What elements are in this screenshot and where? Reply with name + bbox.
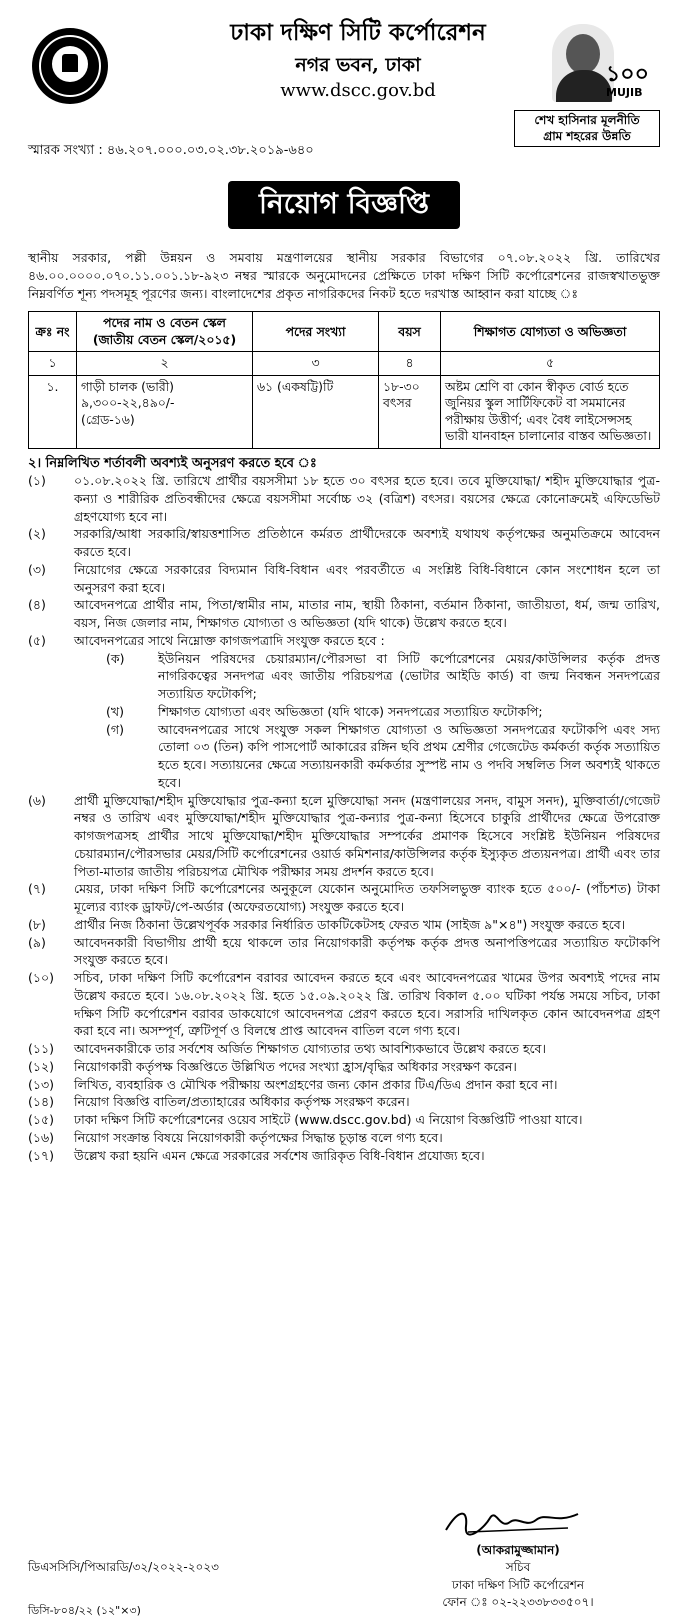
org-heading <box>148 18 568 103</box>
condition-item <box>28 880 660 916</box>
org-website: www.dscc.gov.bd <box>280 79 436 101</box>
row-sl: ১. <box>29 375 77 448</box>
condition-text: আবেদনকারী বিভাগীয় প্রার্থী হয়ে থাকলে তার নিয়োগকারী কর্তৃপক্ষ কর্তৃক প্রদত্ত অনাপত্তিপত্রের সত্যায়িত ফটোকপি সংযুক্ত করতে হবে। <box>74 934 661 968</box>
condition-text: আবেদনপত্রের সাথে নিম্নোক্ত কাগজপত্রাদি সংযুক্ত করতে হবে : <box>74 632 385 648</box>
condition-number: (১) <box>28 473 46 489</box>
signatory-phone: ফোন ঃ ০২-২২৩৩৮৩৩৫০৭। <box>442 1595 594 1610</box>
col-number: ২ <box>77 352 253 376</box>
condition-number: (১২) <box>28 1058 54 1074</box>
signatory-designation: সচিব <box>505 1560 531 1575</box>
col-header-post: পদের নাম ও বেতন স্কেল (জাতীয় বেতন স্কেল/২০১৫) <box>77 312 253 352</box>
sub-condition-item <box>28 650 660 703</box>
sub-condition-text: ইউনিয়ন পরিষদের চেয়ারম্যান/পৌরসভা বা সিটি কর্পোরেশনের মেয়র/কাউন্সিলর কর্তৃক প্রদত্ত নাগরিকত্বের সনদপত্র এবং জাতীয় পরিচয়পত্র (ভোটার আইডি কার্ড) বা জন্ম নিবন্ধন সনদপত্রের সত্যায়িত ফটোকপি; <box>158 650 660 702</box>
notice-title: নিয়োগ বিজ্ঞপ্তি <box>228 181 460 228</box>
condition-number: (১৬) <box>28 1129 54 1145</box>
condition-number: (১১) <box>28 1041 54 1057</box>
slogan-line-2: গ্রাম শহরের উন্নতি <box>543 128 631 143</box>
sub-condition-text: শিক্ষাগত যোগ্যতা এবং অভিজ্ঞতা (যদি থাকে) সনদপত্রের সত্যায়িত ফটোকপি; <box>158 703 543 719</box>
col-header-sl: ক্রঃ নং <box>29 312 77 352</box>
sub-condition-number: (ক) <box>106 650 125 666</box>
slogan-line-1: শেখ হাসিনার মূলনীতি <box>534 113 640 127</box>
condition-number: (৯) <box>28 934 46 950</box>
signatory-block <box>418 1542 618 1612</box>
posts-table <box>28 311 660 449</box>
condition-item <box>28 916 660 934</box>
intro-paragraph: স্থানীয় সরকার, পল্লী উন্নয়ন ও সমবায় মন্ত্রণালয়ের স্থানীয় সরকার বিভাগের ০৭.০৮.২০২২ খ্রি. তারিখের ৪৬.০০.০০০০.০৭০.১১.০০১.১৮-৯২৩ নম্বর স্মারকে অনুমোদনের প্রেক্ষিতে ঢাকা দক্ষিণ সিটি কর্পোরেশনের রাজস্বখাতভুক্ত নিম্নবর্ণিত শূন্য পদসমূহ পূরণের জন্য। বাংলাদেশের প্রকৃত নাগরিকদের নিকট হতে দরখাস্ত আহ্বান করা যাচ্ছে ঃ <box>28 249 660 302</box>
post-grade: (গ্রেড-১৬) <box>81 411 135 427</box>
condition-item <box>28 1058 660 1076</box>
condition-item <box>28 525 660 561</box>
condition-item <box>28 1147 660 1165</box>
condition-text: উল্লেখ করা হয়নি এমন ক্ষেত্রে সরকারের সর্বশেষ জারিকৃত বিধি-বিধান প্রযোজ্য হবে। <box>74 1147 485 1163</box>
table-header-row <box>29 312 660 352</box>
condition-text: লিখিত, ব্যবহারিক ও মৌখিক পরীক্ষায় অংশগ্রহণের জন্য কোন প্রকার টিএ/ডিএ প্রদান করা হবে না। <box>74 1076 558 1092</box>
condition-item <box>28 632 660 650</box>
row-age: ১৮-৩০ বৎসর <box>379 375 441 448</box>
col-number: ৩ <box>253 352 379 376</box>
condition-item <box>28 792 660 881</box>
org-name: ঢাকা দক্ষিণ সিটি কর্পোরেশন <box>230 19 486 46</box>
signatory-name: (আকরামুজ্জামান) <box>476 1543 560 1557</box>
col-header-qualification: শিক্ষাগত যোগ্যতা ও অভিজ্ঞতা <box>441 312 660 352</box>
table-number-row <box>29 352 660 376</box>
condition-text: প্রার্থী মুক্তিযোদ্ধা/শহীদ মুক্তিযোদ্ধার পুত্র-কন্যা হলে মুক্তিযোদ্ধা সনদ (মন্ত্রণালয়ের সনদ, বামুস সনদ), মুক্তিবার্তা/গেজেট নম্বর ও তারিখ এবং মুক্তিযোদ্ধা/শহীদ মুক্তিযোদ্ধার পুত্র-কন্যার পুত্র-কন্যা হিসেবে চাকুরি প্রার্থীদের ক্ষেত্রে উপরোক্ত কাগজপত্রসহ প্রার্থীর সাথে মুক্তিযোদ্ধা/শহীদ মুক্তিযোদ্ধার সম্পর্কের প্রমাণক হিসেবে সংশ্লিষ্ট ইউনিয়ন পরিষদের চেয়ারম্যান/পৌরসভার মেয়র/সিটি কর্পোরেশনের ওয়ার্ড কমিশনার/কাউন্সিলর কর্তৃক ইস্যুকৃত প্রত্যয়নপত্র। প্রার্থী এবং তার পিতা-মাতার জাতীয় পরিচয়পত্র মৌখিক পরীক্ষার সময় প্রদর্শন করতে হবে। <box>74 792 660 879</box>
condition-item <box>28 1111 660 1129</box>
condition-item <box>28 934 660 970</box>
condition-text: নিয়োগের ক্ষেত্রে সরকারের বিদ্যমান বিধি-বিধান এবং পরবর্তীতে এ সংশ্লিষ্ট বিধি-বিধানে কোন সংশোধন হলে তা অনুসরণ করা হবে। <box>74 561 660 595</box>
col-number: ৪ <box>379 352 441 376</box>
sub-condition-item <box>28 721 660 792</box>
conditions-list <box>28 472 660 1164</box>
condition-text: ঢাকা দক্ষিণ সিটি কর্পোরেশনের ওয়েব সাইটে (www.dscc.gov.bd) এ নিয়োগ বিজ্ঞপ্তিটি পাওয়া যাবে। <box>74 1112 583 1128</box>
condition-item <box>28 1040 660 1058</box>
condition-text: নিয়োগকারী কর্তৃপক্ষ বিজ্ঞপ্তিতে উল্লিখিত পদের সংখ্যা হ্রাস/বৃদ্ধির অধিকার সংরক্ষণ করেন। <box>74 1058 517 1074</box>
col-number: ১ <box>29 352 77 376</box>
condition-number: (৮) <box>28 916 46 932</box>
table-row <box>29 375 660 448</box>
mujib-centenary-logo <box>542 24 660 104</box>
condition-text: আবেদনপত্রে প্রার্থীর নাম, পিতা/স্বামীর নাম, মাতার নাম, স্থায়ী ঠিকানা, বর্তমান ঠিকানা, জাতীয়তা, ধর্ম, জন্ম তারিখ, বয়স, নিজ জেলার নাম, শিক্ষাগত যোগ্যতা ও অভিজ্ঞতা (যদি থাকে) উল্লেখ করতে হবে। <box>74 597 660 631</box>
row-post <box>77 375 253 448</box>
condition-item <box>28 472 660 525</box>
condition-number: (১৪) <box>28 1094 54 1110</box>
post-name: গাড়ী চালক (ভারী) <box>81 378 175 394</box>
sub-condition-item <box>28 703 660 721</box>
slogan-box <box>514 110 660 147</box>
signature-image <box>438 1500 588 1540</box>
row-count: ৬১ (একষট্টি)টি <box>253 375 379 448</box>
ad-code: ডিসি-৮০৪/২২ (১২"×৩) <box>28 1604 141 1617</box>
portrait-image <box>552 24 614 102</box>
condition-number: (১৩) <box>28 1076 54 1092</box>
col-header-age: বয়স <box>379 312 441 352</box>
mujib-100-mark: ১০০ MUJIB <box>606 62 649 99</box>
condition-number: (৫) <box>28 632 46 648</box>
condition-item <box>28 1129 660 1147</box>
conditions-heading: ২। নিম্নলিখিত শর্তাবলী অবশ্যই অনুসরণ করতে হবে ঃ <box>28 455 317 471</box>
post-pay-scale: ৯,৩০০-২২,৪৯০/- <box>81 395 175 411</box>
dscc-seal-logo <box>32 28 108 104</box>
condition-text: ০১.০৮.২০২২ খ্রি. তারিখে প্রার্থীর বয়সসীমা ১৮ হতে ৩০ বৎসর হতে হবে। তবে মুক্তিযোদ্ধা/ শহীদ মুক্তিযোদ্ধার পুত্র-কন্যা ও শারীরিক প্রতিবন্ধীদের ক্ষেত্রে বয়সসীমা সর্বোচ্চ ৩২ (বত্রিশ) বৎসর। বয়সের ক্ষেত্রে কোনোক্রমেই এফিডেভিট গ্রহণযোগ্য হবে না। <box>74 473 660 524</box>
sub-condition-number: (গ) <box>106 721 124 737</box>
col-header-count: পদের সংখ্যা <box>253 312 379 352</box>
condition-number: (২) <box>28 526 46 542</box>
memo-number: স্মারক সংখ্যা : ৪৬.২০৭.০০০.০৩.০২.৩৮.২০১৯-৬৪০ <box>28 143 314 158</box>
condition-text: সচিব, ঢাকা দক্ষিণ সিটি কর্পোরেশন বরাবর আবেদন করতে হবে এবং আবেদনপত্রের খামের উপর অবশ্যই পদের নাম উল্লেখ করতে হবে। ১৬.০৮.২০২২ খ্রি. হতে ১৫.০৯.২০২২ খ্রি. তারিখ বিকাল ৫.০০ ঘটিকা পর্যন্ত সময়ে সচিব, ঢাকা দক্ষিণ সিটি কর্পোরেশন বরাবর ডাকযোগে আবেদনপত্র প্রেরণ করতে হবে। সরাসরি দাখিলকৃত কোন আবেদনপত্র গ্রহণ করা হবে না। অসম্পূর্ণ, ত্রুটিপূর্ণ ও বিলম্বে প্রাপ্ত আবেদন বাতিল বলে গণ্য হবে। <box>74 970 660 1039</box>
condition-text: নিয়োগ সংক্রান্ত বিষয়ে নিয়োগকারী কর্তৃপক্ষের সিদ্ধান্ত চূড়ান্ত বলে গণ্য হবে। <box>74 1129 443 1145</box>
row-qualification: অষ্টম শ্রেণি বা কোন স্বীকৃত বোর্ড হতে জুনিয়র স্কুল সার্টিফিকেট বা সমমানের পরীক্ষায় উত্তীর্ণ; এবং বৈধ লাইসেন্সসহ ভারী যানবাহন চালানোর বাস্তব অভিজ্ঞতা। <box>441 375 660 448</box>
condition-number: (১৫) <box>28 1112 54 1128</box>
condition-text: আবেদনকারীকে তার সর্বশেষ অর্জিত শিক্ষাগত যোগ্যতার তথ্য আবশ্যিকভাবে উল্লেখ করতে হবে। <box>74 1041 546 1057</box>
sub-condition-text: আবেদনপত্রের সাথে সংযুক্ত সকল শিক্ষাগত যোগ্যতা ও অভিজ্ঞতা সনদপত্রের ফটোকপি এবং সদ্য তোলা ০৩ (তিন) কপি পাসপোর্ট আকারের রঙ্গিন ছবি প্রথম শ্রেণীর গেজেটেড কর্মকর্তা কর্তৃক সত্যায়িত হতে হবে। সত্যায়নের ক্ষেত্রে সত্যায়নকারী কর্মকর্তার সুস্পষ্ট নাম ও পদবি সম্বলিত সিল অবশ্যই থাকতে হবে। <box>158 721 660 790</box>
condition-number: (১০) <box>28 970 54 986</box>
reference-code: ডিএসসিসি/পিআরডি/৩২/২০২২-২০২৩ <box>28 1560 219 1574</box>
sub-condition-number: (খ) <box>106 703 124 719</box>
condition-number: (৬) <box>28 792 46 808</box>
signatory-office: ঢাকা দক্ষিণ সিটি কর্পোরেশন <box>451 1577 585 1592</box>
condition-item <box>28 1093 660 1111</box>
condition-item <box>28 596 660 632</box>
condition-text: মেয়র, ঢাকা দক্ষিণ সিটি কর্পোরেশনের অনুকূলে যেকোন অনুমোদিত তফসিলভুক্ত ব্যাংক হতে ৫০০/- (পাঁচশত) টাকা মূল্যের ব্যাংক ড্রাফট/পে-অর্ডার (অফেরতযোগ্য) সংযুক্ত করতে হবে। <box>74 881 660 915</box>
condition-text: নিয়োগ বিজ্ঞপ্তি বাতিল/প্রত্যাহারের অধিকার কর্তৃপক্ষ সংরক্ষণ করেন। <box>74 1094 410 1110</box>
condition-number: (৪) <box>28 597 46 613</box>
condition-item <box>28 561 660 597</box>
condition-text: প্রার্থীর নিজ ঠিকানা উল্লেখপূর্বক সরকার নির্ধারিত ডাকটিকেটসহ ফেরত খাম (সাইজ ৯"×৪") সংযুক্ত করতে হবে। <box>74 916 626 932</box>
condition-item <box>28 969 660 1040</box>
condition-number: (১৭) <box>28 1147 54 1163</box>
condition-text: সরকারি/আধা সরকারি/স্বায়ত্তশাসিত প্রতিষ্ঠানে কর্মরত প্রার্থীদেরকে অবশ্যই যথাযথ কর্তৃপক্ষের অনুমতিক্রমে আবেদন করতে হবে। <box>74 526 660 560</box>
col-number: ৫ <box>441 352 660 376</box>
condition-number: (৭) <box>28 881 46 897</box>
org-address: নগর ভবন, ঢাকা <box>295 53 421 76</box>
condition-item <box>28 1076 660 1094</box>
condition-number: (৩) <box>28 561 46 577</box>
footer <box>28 1500 660 1620</box>
header <box>28 18 660 143</box>
